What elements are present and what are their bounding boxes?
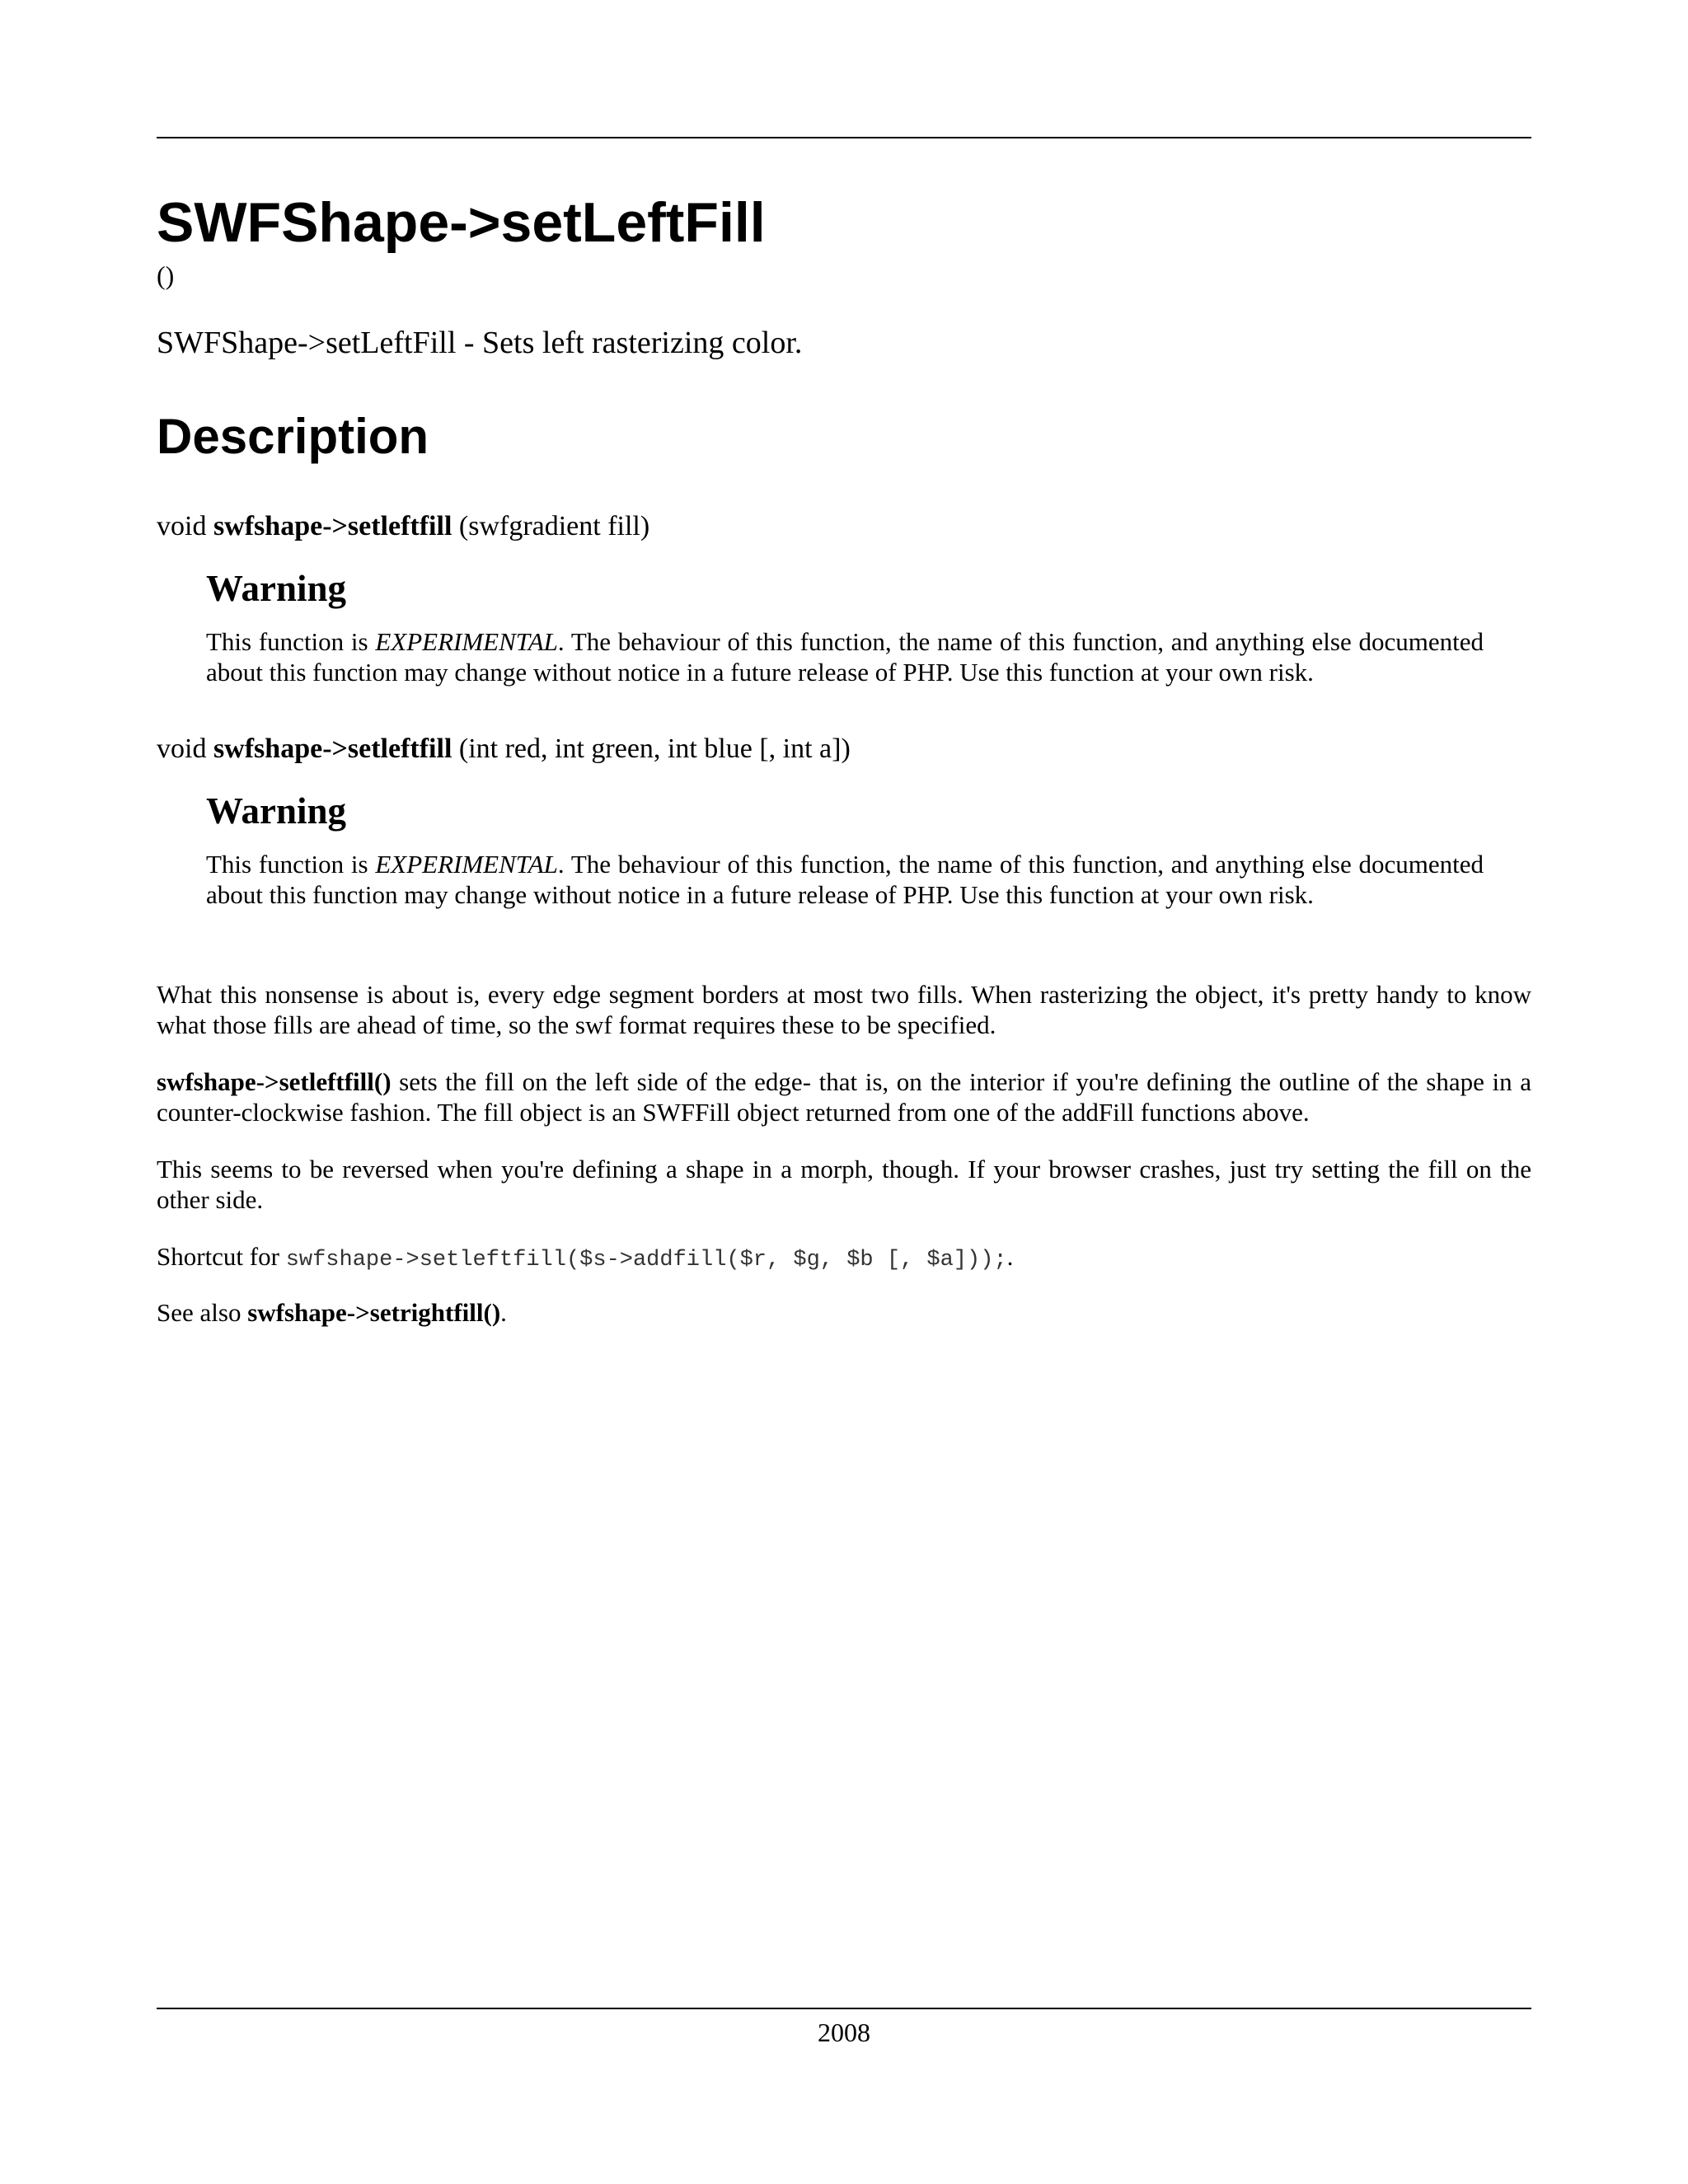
function-name: swfshape->setleftfill [213, 733, 452, 764]
warning-text: This function is EXPERIMENTAL. The behaviour of this function, the name of this function, and anything else documented about this function may change without notice in a future release of PHP. Use this function at your own risk. [206, 627, 1484, 687]
warning-heading: Warning [206, 790, 347, 832]
function-name: swfshape->setleftfill [213, 511, 452, 541]
warning-box [206, 565, 1484, 687]
page-title: SWFShape->setLeftFill [157, 191, 766, 254]
function-params: (int red, int green, int blue [, int a]) [458, 733, 851, 764]
function-params: (swfgradient fill) [458, 511, 650, 541]
warning-box [206, 788, 1484, 910]
paragraph-shortcut: Shortcut for swfshape->setleftfill($s->addfill($r, $g, $b [, $a]));. [157, 1242, 1014, 1272]
warning-emphasis: EXPERIMENTAL [375, 627, 558, 656]
section-heading-description: Description [157, 409, 429, 464]
paragraph-morph-note: This seems to be reversed when you're defining a shape in a morph, though. If your browser crashes, just try setting the fill on the other side. [157, 1155, 1531, 1214]
return-type: void [157, 511, 207, 541]
paragraph-see-also: See also swfshape->setrightfill(). [157, 1298, 507, 1327]
function-reference: swfshape->setleftfill() [157, 1067, 392, 1096]
header-rule [157, 137, 1531, 138]
footer-rule [157, 2008, 1531, 2009]
code-snippet: swfshape->setleftfill($s->addfill($r, $g, $b [, $a])); [285, 1248, 1007, 1272]
paragraph-left-fill: swfshape->setleftfill() sets the fill on the left side of the edge- that is, on the interior if you're defining the outline of the shape in a counter-clockwise fashion. The fill object is an SWFFill object returned from one of the addFill functions above. [157, 1067, 1531, 1127]
warning-heading: Warning [206, 568, 347, 609]
refpurpose: SWFShape->setLeftFill - Sets left rasterizing color. [157, 326, 803, 360]
page-number: 2008 [818, 2018, 870, 2047]
method-synopsis [157, 732, 851, 766]
warning-emphasis: EXPERIMENTAL [375, 850, 558, 879]
return-type: void [157, 733, 207, 764]
see-also-link: swfshape->setrightfill() [247, 1298, 501, 1327]
method-synopsis [157, 509, 649, 544]
warning-text: This function is EXPERIMENTAL. The behaviour of this function, the name of this function, and anything else documented about this function may change without notice in a future release of PHP. Use this function at your own risk. [206, 850, 1484, 909]
title-parens: () [157, 260, 175, 290]
paragraph-edge-segments: What this nonsense is about is, every edge segment borders at most two fills. When rasterizing the object, it's pretty handy to know what those fills are ahead of time, so the swf format requires these to be specified. [157, 980, 1531, 1039]
